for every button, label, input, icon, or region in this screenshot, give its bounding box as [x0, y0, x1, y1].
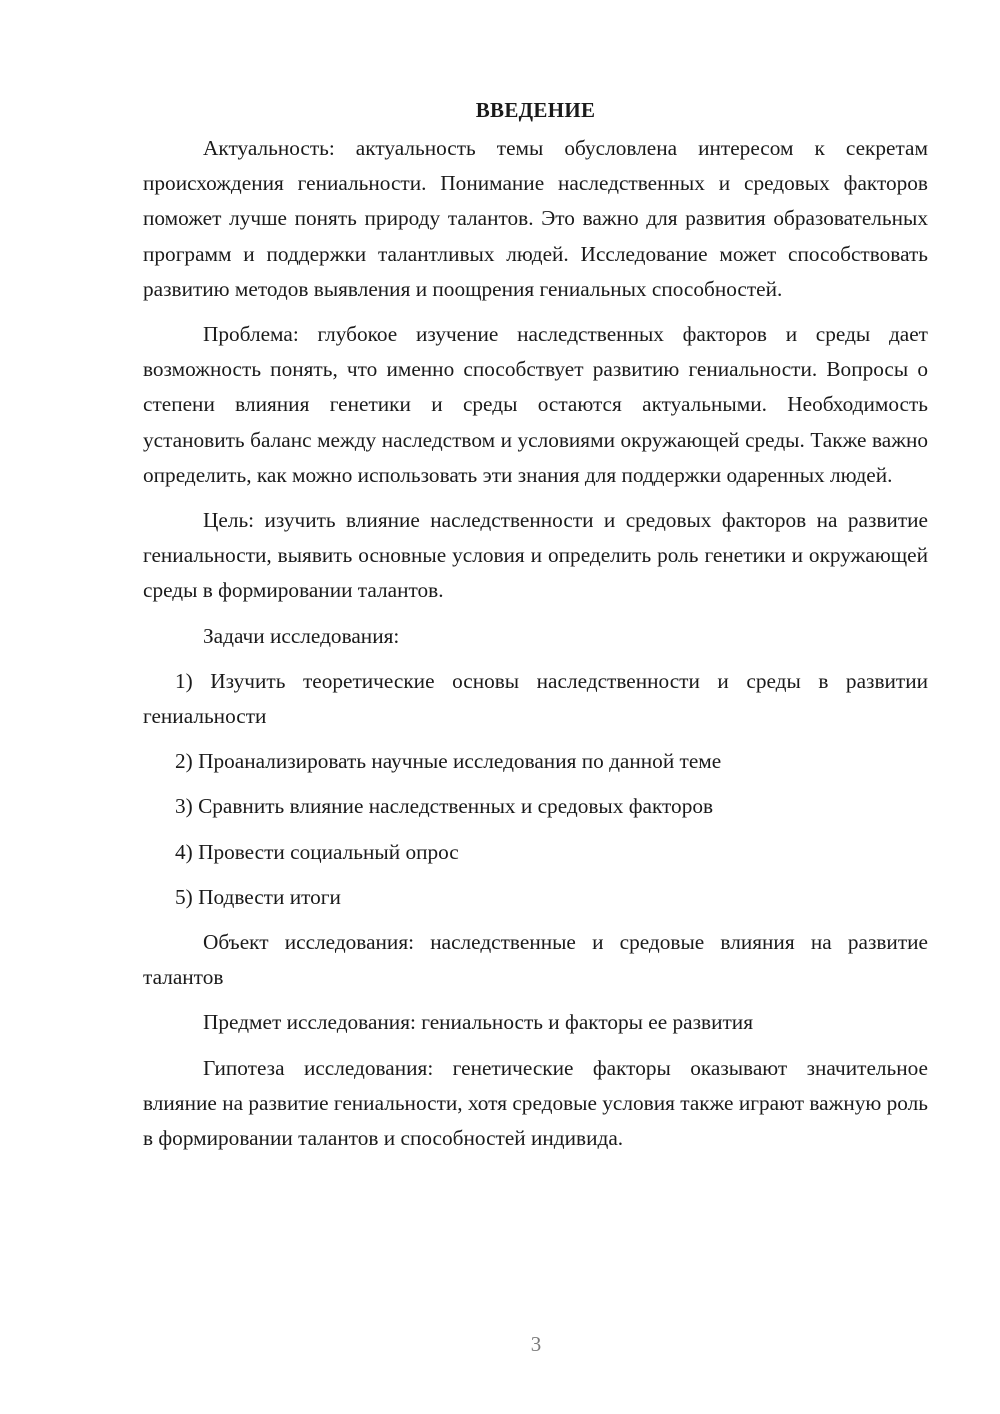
task-item-4: 4) Провести социальный опрос — [175, 839, 459, 864]
subject-paragraph: Предмет исследования: гениальность и факторы ее развития — [203, 1010, 753, 1035]
page-number: 3 — [530, 1332, 542, 1356]
tasks-heading: Задачи исследования: — [203, 623, 400, 648]
hypothesis-paragraph: Гипотеза исследования: генетические факторы оказывают значительное влияние на развитие гениальности, хотя средовые условия также играют важную роль в формировании талантов и способностей индивида. — [143, 1055, 928, 1151]
document-page — [143, 92, 928, 1166]
object-paragraph: Объект исследования: наследственные и средовые влияния на развитие талантов — [143, 930, 928, 990]
section-heading: ВВЕДЕНИЕ — [475, 98, 596, 122]
task-item-3: 3) Сравнить влияние наследственных и средовых факторов — [175, 794, 714, 819]
goal-paragraph: Цель: изучить влияние наследственности и средовых факторов на развитие гениальности, выявить основные условия и определить роль генетики и окружающей среды в формировании талантов. — [143, 508, 928, 603]
task-item-5: 5) Подвести итоги — [175, 884, 341, 909]
task-item-1: 1) Изучить теоретические основы наследственности и среды в развитии гениальности — [143, 668, 928, 729]
problem-paragraph: Проблема: глубокое изучение наследственных факторов и среды дает возможность понять, что именно способствует развитию гениальности. Вопросы о степени влияния генетики и среды остаются актуальными. Необходимость установить баланс между наследством и условиями окружающей среды. Также важно определить, как можно использовать эти знания для поддержки одаренных людей. — [143, 322, 928, 487]
relevance-paragraph: Актуальность: актуальность темы обусловлена интересом к секретам происхождения гениальности. Понимание наследственных и средовых факторов поможет лучше понять природу талантов. Это важно для развития образовательных программ и поддержки талантливых людей. Исследование может способствовать развитию методов выявления и поощрения гениальных способностей. — [143, 136, 928, 301]
task-item-2: 2) Проанализировать научные исследования по данной теме — [175, 749, 722, 774]
